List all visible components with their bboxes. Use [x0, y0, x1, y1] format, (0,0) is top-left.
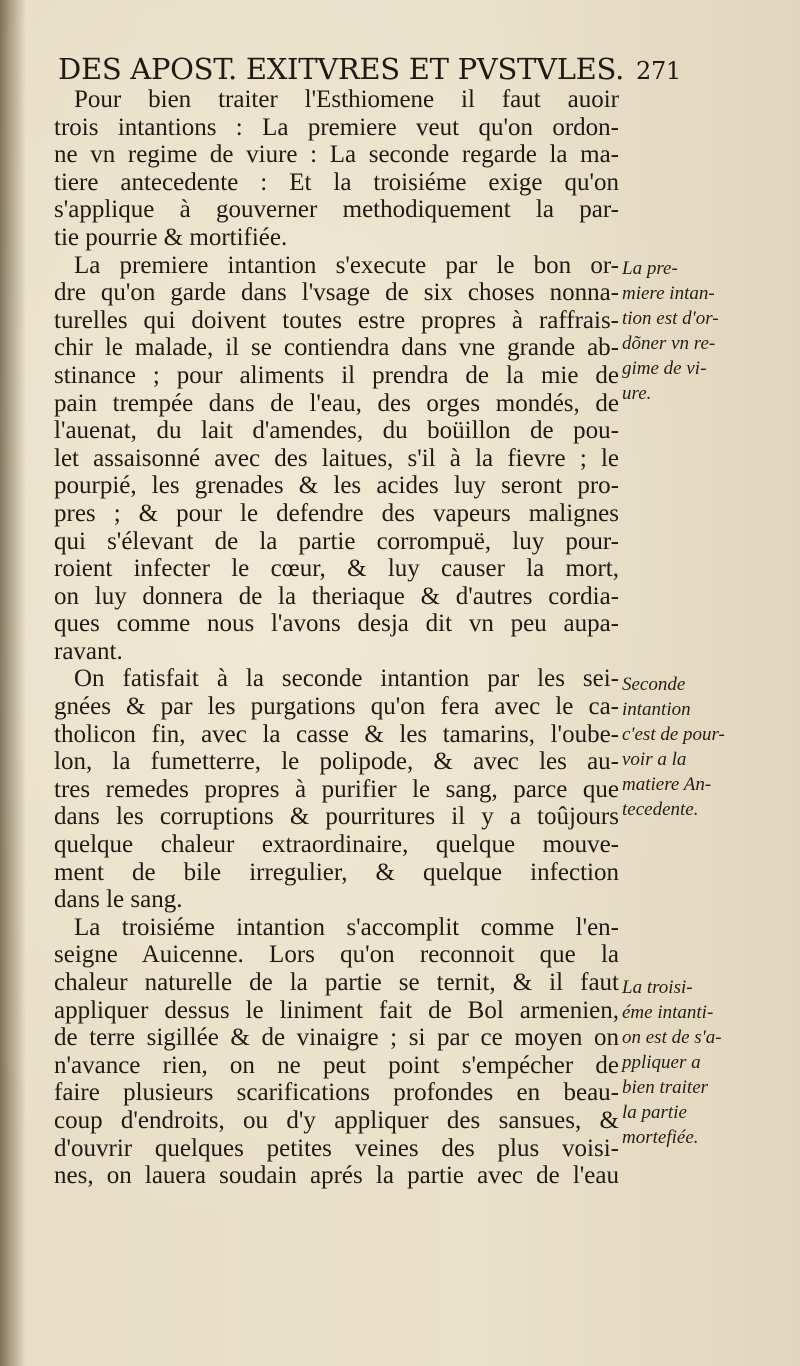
- text-line: ne vn regime de viure : La seconde regarde la ma-: [54, 141, 619, 169]
- margin-note-line: tion est d'or-: [622, 308, 719, 329]
- margin-note-line: miere intan-: [622, 283, 715, 304]
- paragraph-1: [54, 86, 619, 252]
- text-line: tiere antecedente : Et la troisiéme exige qu'on: [54, 168, 619, 196]
- text-line: dre qu'on garde dans l'vsage de six choses nonna-: [54, 279, 619, 307]
- text-line: Pour bien traiter l'Esthiomene il faut auoir: [74, 86, 619, 113]
- text-line: s'applique à gouverner methodiquement la par-: [54, 196, 619, 224]
- margin-note-line: matiere An-: [622, 774, 712, 795]
- text-line: de terre sigillée & de vinaigre ; si par ce moyen on: [54, 1024, 619, 1052]
- margin-note-line: dõner vn re-: [622, 333, 716, 354]
- paragraph-2: [54, 252, 619, 666]
- text-line: La troisiéme intantion s'accomplit comme l'en-: [74, 913, 619, 941]
- text-line: turelles qui doivent toutes estre propres à raffrais-: [54, 306, 619, 334]
- margin-note-line: Seconde: [622, 674, 686, 695]
- margin-note-line: bien traiter: [622, 1077, 709, 1098]
- margin-note-line: La pre-: [622, 258, 678, 279]
- text-line: pres ; & pour le defendre des vapeurs malignes: [54, 499, 619, 527]
- text-line: chaleur naturelle de la partie se ternit, & il faut: [54, 969, 619, 996]
- text-line: on luy donnera de la theriaque & d'autres cordia-: [54, 582, 619, 610]
- text-line: d'ouvrir quelques petites veines des plus voisi-: [54, 1134, 619, 1162]
- text-line: ment de bile irregulier, & quelque infection: [54, 858, 619, 886]
- margin-note-line: intantion: [622, 699, 691, 720]
- text-line: faire plusieurs scarifications profondes en beau-: [54, 1079, 619, 1107]
- margin-note-line: ure.: [622, 383, 652, 404]
- running-head: [58, 52, 788, 86]
- margin-note-line: éme intanti-: [622, 1002, 714, 1023]
- text-line: ravant.: [54, 637, 123, 665]
- text-line: qui s'élevant de la partie corrompuë, luy pour-: [54, 527, 619, 555]
- text-line: tres remedes propres à purifier le sang, parce que: [54, 775, 619, 803]
- running-head-title: DES APOST. EXITVRES ET PVSTVLES.: [58, 52, 624, 86]
- text-line: pourpié, les grenades & les acides luy seront pro-: [54, 472, 619, 500]
- text-line: On fatisfait à la seconde intantion par les sei-: [74, 665, 619, 693]
- text-line: chir le malade, il se contiendra dans vne grande ab-: [54, 334, 619, 362]
- text-line: quelque chaleur extraordinaire, quelque mouve-: [54, 831, 619, 859]
- margin-note-line: c'est de pour-: [622, 724, 725, 745]
- text-line: roient infecter le cœur, & luy causer la mort,: [54, 555, 619, 583]
- text-line: La premiere intantion s'execute par le bon or-: [74, 251, 619, 279]
- page-number: 271: [635, 57, 681, 85]
- text-line: appliquer dessus le liniment fait de Bol armenien,: [54, 996, 619, 1024]
- text-line: gnées & par les purgations qu'on fera avec le ca-: [54, 693, 619, 721]
- text-line: dans les corruptions & pourritures il y a toûjours: [54, 803, 619, 831]
- text-line: dans le sang.: [54, 886, 183, 914]
- text-line: pain trempée dans de l'eau, des orges mondés, de: [54, 389, 619, 417]
- margin-note-line: gime de vi-: [622, 358, 707, 379]
- text-line: n'avance rien, on ne peut point s'empécher de: [54, 1051, 619, 1079]
- text-line: ques comme nous l'avons desja dit vn peu aupa-: [54, 610, 619, 638]
- margin-note-2: [622, 672, 772, 822]
- margin-note-1: [622, 256, 772, 406]
- margin-note-line: La troisi-: [622, 977, 693, 998]
- text-line: nes, on lauera soudain aprés la partie avec de l'eau: [54, 1162, 619, 1190]
- text-line: tie pourrie & mortifiée.: [54, 223, 288, 251]
- text-line: seigne Auicenne. Lors qu'on reconnoit que la: [54, 941, 619, 969]
- gutter-shadow: [0, 0, 26, 1366]
- text-line: coup d'endroits, ou d'y appliquer des sansues, &: [54, 1106, 619, 1134]
- margin-note-line: mortefiée.: [622, 1127, 699, 1148]
- text-line: l'auenat, du lait d'amendes, du boüillon de pou-: [54, 417, 619, 445]
- margin-note-line: tecedente.: [622, 799, 699, 820]
- text-line: stinance ; pour aliments il prendra de la mie de: [54, 361, 619, 389]
- margin-note-line: voir a la: [622, 749, 687, 770]
- text-line: tholicon fin, avec la casse & les tamarins, l'oube-: [54, 720, 619, 748]
- text-line: lon, la fumetterre, le polipode, & avec les au-: [54, 748, 619, 776]
- body-text: [54, 86, 619, 1190]
- margin-note-line: on est de s'a-: [622, 1027, 722, 1048]
- paragraph-4: [54, 914, 619, 1190]
- text-line: let assaisonné avec des laitues, s'il à la fievre ; le: [54, 444, 619, 472]
- margin-note-line: la partie: [622, 1102, 687, 1123]
- paragraph-3: [54, 665, 619, 913]
- margin-note-line: ppliquer a: [622, 1052, 701, 1073]
- text-line: trois intantions : La premiere veut qu'on ordon-: [54, 113, 619, 141]
- margin-note-3: [622, 975, 772, 1150]
